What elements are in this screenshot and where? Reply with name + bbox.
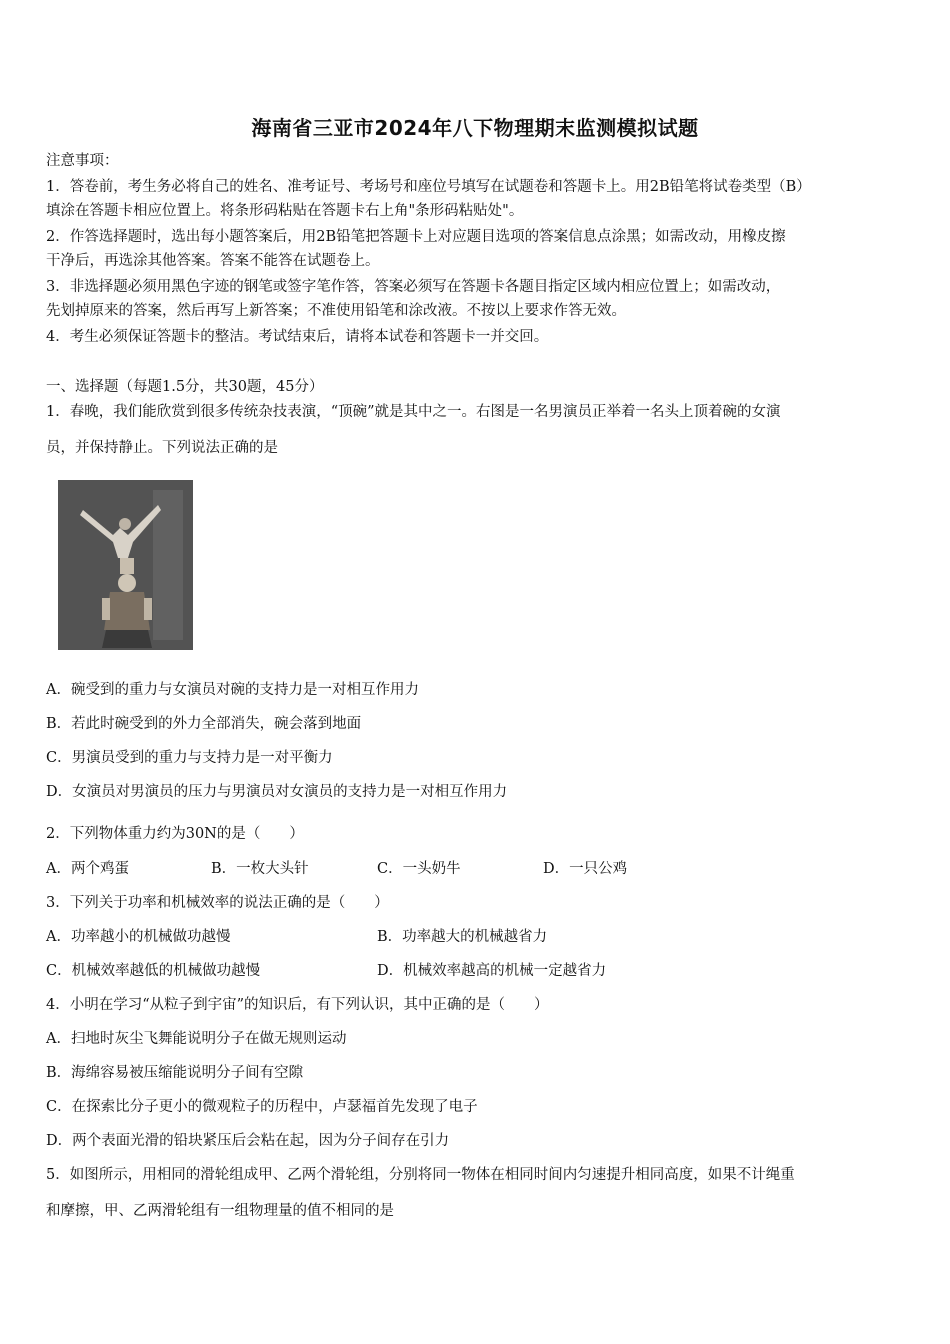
- question-4-option-c: C．在探索比分子更小的微观粒子的历程中，卢瑟福首先发现了电子: [46, 1099, 478, 1115]
- question-3-option-d: D．机械效率越高的机械一定越省力: [377, 963, 607, 979]
- question-3-option-c: C．机械效率越低的机械做功越慢: [46, 963, 261, 979]
- notice-item: 1．答卷前，考生务必将自己的姓名、准考证号、考场号和座位号填写在试题卷和答题卡上。用2B铅笔将试卷类型（B）: [46, 179, 811, 195]
- question-3-option-b: B．功率越大的机械越省力: [377, 929, 548, 945]
- question-1-stem: 1．春晚，我们能欣赏到很多传统杂技表演，“顶碗”就是其中之一。右图是一名男演员正举着一名头上顶着碗的女演: [46, 404, 781, 420]
- notice-item: 填涂在答题卡相应位置上。将条形码粘贴在答题卡右上角"条形码粘贴处"。: [46, 203, 524, 219]
- section-heading: 一、选择题（每题1.5分，共30题，45分）: [46, 379, 324, 395]
- question-2-option-d: D．一只公鸡: [543, 861, 628, 877]
- notice-item: 4．考生必须保证答题卡的整洁。考试结束后，请将本试卷和答题卡一并交回。: [46, 329, 549, 345]
- notice-heading: 注意事项：: [46, 153, 119, 169]
- page-title: 海南省三亚市2024年八下物理期末监测模拟试题: [251, 116, 699, 140]
- notice-item: 先划掉原来的答案，然后再写上新答案；不准使用铅笔和涂改液。不按以上要求作答无效。: [46, 303, 626, 319]
- notice-item: 干净后，再选涂其他答案。答案不能答在试题卷上。: [46, 253, 380, 269]
- question-1-option-d: D．女演员对男演员的压力与男演员对女演员的支持力是一对相互作用力: [46, 784, 508, 800]
- question-5-stem: 5．如图所示，用相同的滑轮组成甲、乙两个滑轮组，分别将同一物体在相同时间内匀速提升相同高度，如果不计绳重: [46, 1167, 795, 1183]
- question-3-stem: 3．下列关于功率和机械效率的说法正确的是（ ）: [46, 895, 389, 911]
- question-5-stem-cont: 和摩擦，甲、乙两滑轮组有一组物理量的值不相同的是: [46, 1203, 394, 1219]
- question-1-option-a: A．碗受到的重力与女演员对碗的支持力是一对相互作用力: [46, 682, 419, 698]
- question-4-option-d: D．两个表面光滑的铅块紧压后会粘在起，因为分子间存在引力: [46, 1133, 450, 1149]
- notice-item: 2．作答选择题时，选出每小题答案后，用2B铅笔把答题卡上对应题目选项的答案信息点涂黑；如需改动，用橡皮擦: [46, 229, 786, 245]
- question-3-option-a: A．功率越小的机械做功越慢: [46, 929, 231, 945]
- question-4-option-b: B．海绵容易被压缩能说明分子间有空隙: [46, 1065, 304, 1081]
- question-4-option-a: A．扫地时灰尘飞舞能说明分子在做无规则运动: [46, 1031, 347, 1047]
- acrobat-photo: [58, 480, 193, 650]
- notice-item: 3．非选择题必须用黑色字迹的钢笔或签字笔作答，答案必须写在答题卡各题目指定区域内相应位置上；如需改动，: [46, 279, 781, 295]
- question-1-stem-cont: 员，并保持静止。下列说法正确的是: [46, 440, 278, 456]
- question-2-option-c: C．一头奶牛: [377, 861, 461, 877]
- question-2-option-b: B．一枚大头针: [211, 861, 309, 877]
- question-4-stem: 4．小明在学习“从粒子到宇宙”的知识后，有下列认识，其中正确的是（ ）: [46, 997, 549, 1013]
- question-1-option-b: B．若此时碗受到的外力全部消失，碗会落到地面: [46, 716, 362, 732]
- question-2-stem: 2．下列物体重力约为30N的是（ ）: [46, 826, 304, 842]
- question-1-option-c: C．男演员受到的重力与支持力是一对平衡力: [46, 750, 333, 766]
- question-2-option-a: A．两个鸡蛋: [46, 861, 129, 877]
